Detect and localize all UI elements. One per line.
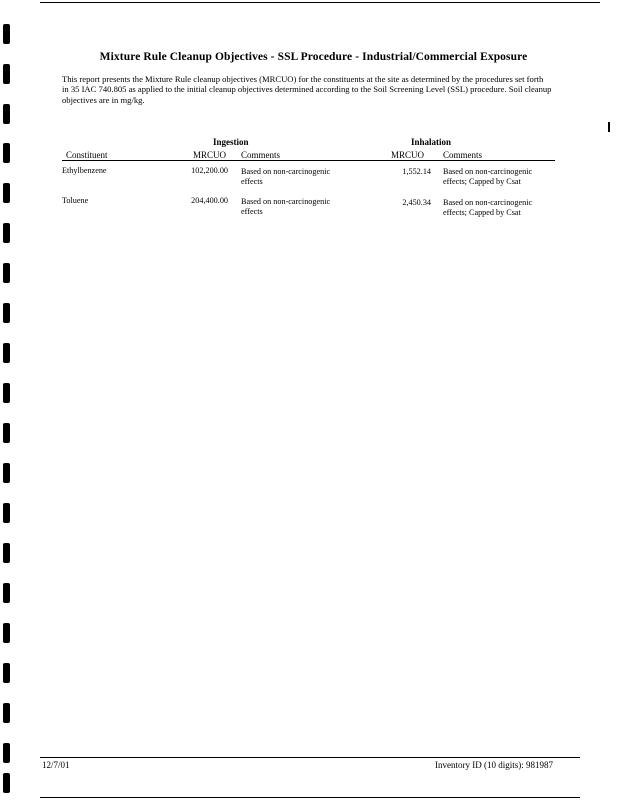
ingestion-comments-header: Comments <box>241 150 281 160</box>
scan-edge-mark <box>3 343 10 363</box>
table-row-inhalation-comment: Based on non-carcinogenic effects; Capped by Csat <box>443 167 533 186</box>
table-row-ingestion-mrcuo: 204,400.00 <box>191 196 228 205</box>
footer-rule <box>40 757 580 758</box>
scan-edge-mark <box>3 303 10 323</box>
scan-mark-right <box>608 122 610 132</box>
table-row-inhalation-mrcuo: 2,450.34 <box>402 198 431 207</box>
table-row-constituent: Ethylbenzene <box>62 166 107 175</box>
table-row-inhalation-comment: Based on non-carcinogenic effects; Capped by Csat <box>443 198 533 217</box>
table-row-ingestion-comment: Based on non-carcinogenic effects <box>241 197 331 216</box>
header-rule <box>62 160 555 161</box>
top-scan-line <box>40 2 600 3</box>
inhalation-comments-header: Comments <box>443 150 483 160</box>
table-row-constituent: Toluene <box>62 196 89 205</box>
scan-edge-mark <box>3 703 10 723</box>
scan-edge-mark <box>3 773 10 793</box>
bottom-scan-line <box>40 797 580 798</box>
scan-edge-mark <box>3 663 10 683</box>
scan-edge-mark <box>3 183 10 203</box>
scan-edge-mark <box>3 543 10 563</box>
scan-edge-mark <box>3 64 10 84</box>
scan-edge-mark <box>3 503 10 523</box>
scan-edge-mark <box>3 104 10 124</box>
scan-edge-mark <box>3 383 10 403</box>
scan-edge-mark <box>3 583 10 603</box>
scan-edge-mark <box>3 463 10 483</box>
table-row-ingestion-mrcuo: 102,200.00 <box>191 166 228 175</box>
footer-inventory-id: Inventory ID (10 digits): 981987 <box>435 760 553 770</box>
intro-paragraph: This report presents the Mixture Rule cleanup objectives (MRCUO) for the constituents at the site as determined by the procedures set forth in 35 IAC 740.805 as applied to the initial cleanup objectives determined according to the Soil Screening Level (SSL) procedure. Soil cleanup objectives are in mg/kg. <box>62 74 552 105</box>
footer-date: 12/7/01 <box>42 760 70 770</box>
constituent-header: Constituent <box>66 150 108 160</box>
scan-edge-mark <box>3 143 10 163</box>
table-row-ingestion-comment: Based on non-carcinogenic effects <box>241 167 331 186</box>
scan-edge-mark <box>3 423 10 443</box>
report-title: Mixture Rule Cleanup Objectives - SSL Procedure - Industrial/Commercial Exposure <box>99 51 528 63</box>
inhalation-group-header: Inhalation <box>411 137 452 147</box>
table-row-inhalation-mrcuo: 1,552.14 <box>402 167 431 176</box>
inhalation-mrcuo-header: MRCUO <box>391 150 425 160</box>
ingestion-mrcuo-header: MRCUO <box>193 150 227 160</box>
scan-edge-mark <box>3 263 10 283</box>
scan-edge-mark <box>3 743 10 763</box>
ingestion-group-header: Ingestion <box>213 137 249 147</box>
scan-edge-mark <box>3 223 10 243</box>
scan-edge-mark <box>3 24 10 44</box>
scan-edge-mark <box>3 623 10 643</box>
